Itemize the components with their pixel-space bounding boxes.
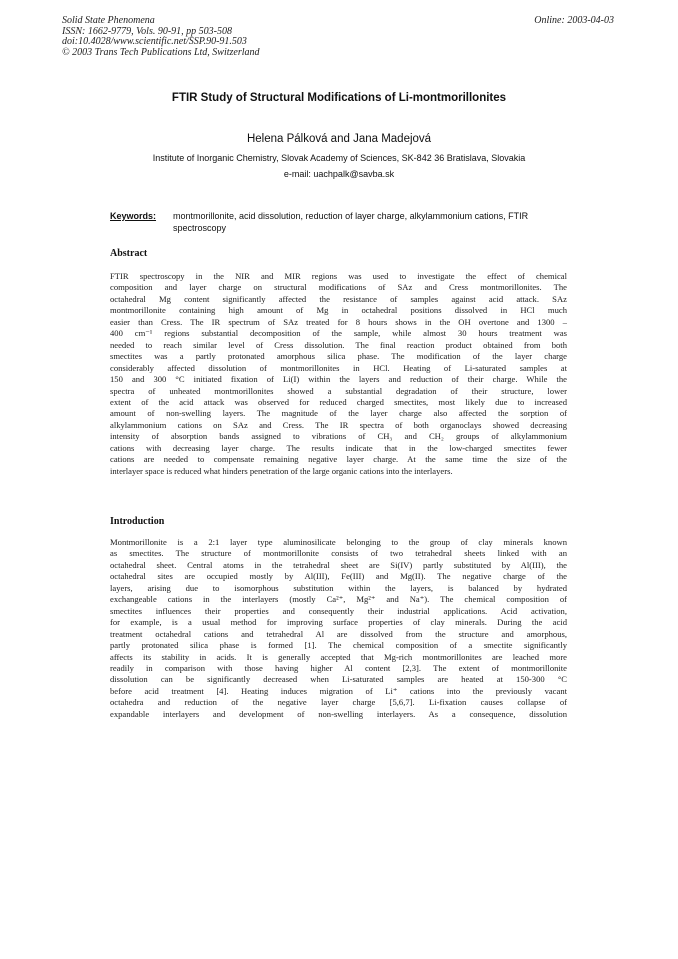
abstract-line: FTIR spectroscopy in the NIR and MIR regions was used to investigate the effect of chemical: [110, 271, 567, 281]
keywords-label: Keywords:: [110, 211, 157, 221]
introduction-line: octahedral sheet. Central atoms in the tetrahedral sheet are Si(IV) partly substituted by Al(III), the: [110, 559, 567, 570]
abstract-line: considerably affected dissolution of montmorillonites in HCl. Heating of Li-saturated samples at: [110, 362, 567, 373]
journal-name: Solid State Phenomena: [62, 15, 155, 26]
abstract-line: needed to reach similar level of Cress dissolution. The final reaction product obtained from both: [110, 339, 567, 350]
introduction-line: for example, is a usual method for improving surface properties of clay minerals. During the acid: [110, 617, 567, 628]
introduction-line: partly protonated silica phase is formed [1]. The chemical composition of a smectite significantly: [110, 640, 567, 651]
abstract-line: easier than Cress. The IR spectrum of SAz treated for 8 hours shows in the OH overtone and 1300 –: [110, 316, 567, 327]
introduction-line: affects its stability in acids. It is generally accepted that Mg-rich montmorillonites are leached more: [110, 651, 567, 662]
abstract-heading: Abstract: [110, 248, 148, 259]
abstract-line: amount of non-swelling layers. The magnitude of the layer charge also affected the sorption of: [110, 408, 567, 419]
author-email: e-mail: uachpalk@savba.sk: [283, 169, 395, 179]
introduction-line: octahedral sites are occupied mostly by Al(III), Fe(III) and Mg(II). The negative charge of the: [110, 571, 567, 582]
abstract-line: octahedral Mg content significantly affected the resistance of samples against acid attack. SAz: [110, 293, 567, 304]
abstract-body: [110, 271, 567, 477]
abstract-line: intensity of absorption bands assigned to vibrations of CH₃ and CH₂ groups of alkylammonium: [110, 431, 567, 442]
introduction-body: [110, 537, 567, 720]
abstract-line: 400 cm⁻¹ regions substantial decomposition of the sample, while almost 30 hours treatment was: [110, 328, 567, 339]
doi-line: doi:10.4028/www.scientific.net/SSP.90-91.503: [62, 36, 247, 47]
copyright-line: © 2003 Trans Tech Publications Ltd, Switzerland: [62, 46, 260, 58]
journal-header: [62, 16, 260, 58]
keywords-text: montmorillonite, acid dissolution, reduction of layer charge, alkylammonium cations, FTIR spectroscopy: [173, 211, 529, 233]
introduction-line: exchangeable cations in the interlayers (mostly Ca²⁺, Mg²⁺ and Na⁺). The chemical composition of: [110, 594, 567, 605]
introduction-line: octahedra and reduction of the negative layer charge [5,6,7]. Li-fixation causes collapse of: [110, 697, 567, 708]
keywords-block: [110, 210, 565, 234]
abstract-line: smectites was a partly protonated amorphous silica phase. The modification of the layer charge: [110, 351, 567, 362]
introduction-line: expandable interlayers and development of non-swelling interlayers. As a consequence, dissolution: [110, 708, 567, 719]
abstract-line: spectra of unheated montmorillonites showed a substantial degradation of their structure, lower: [110, 385, 567, 396]
affiliation: Institute of Inorganic Chemistry, Slovak Academy of Sciences, SK-842 36 Bratislava, Slovakia: [152, 153, 526, 163]
issn-line: ISSN: 1662-9779, Vols. 90-91, pp 503-508: [62, 25, 232, 37]
introduction-heading: Introduction: [110, 516, 165, 527]
abstract-line: interlayer space is reduced what hinders penetration of the large organic cations into the interlayers.: [110, 465, 453, 476]
abstract-line: cations are needed to compensate remaining negative layer charge. At the same time the size of the: [110, 454, 567, 465]
abstract-line: alkylammonium cations on SAz and Cress. The IR spectra of both organoclays showed decreasing: [110, 419, 567, 430]
introduction-line: Montmorillonite is a 2:1 layer type aluminosilicate belonging to the group of clay minerals known: [110, 537, 567, 547]
paper-title: FTIR Study of Structural Modifications of Li-montmorillonites: [171, 92, 507, 104]
abstract-line: composition and layer charge on structural modifications of SAz and Cress montmorillonites. The: [110, 282, 567, 293]
abstract-line: cations with decreasing layer charge. The results indicate that in the low-charged smectites fewer: [110, 442, 567, 453]
introduction-line: before acid treatment [4]. Heating induces migration of Li⁺ cations into the previously vacant: [110, 685, 567, 696]
authors: Helena Pálková and Jana Madejová: [246, 133, 432, 145]
introduction-line: dissolution can be significantly decreased when Li-saturated samples are heated at 150-300 °C: [110, 674, 567, 685]
abstract-line: 150 and 300 °C initiated fixation of Li(I) within the layers and reduction of their charge. While the: [110, 374, 567, 385]
introduction-line: readily in comparison with those having higher Al content [2,3]. The extent of montmorillonite: [110, 662, 567, 673]
introduction-line: smectites influences their properties and consequently their industrial applications. Acid activation,: [110, 605, 567, 616]
introduction-line: layers, arising due to isomorphous substitution within the layers, is balanced by hydrated: [110, 582, 567, 593]
online-date: Online: 2003-04-03: [534, 15, 614, 26]
abstract-line: extent of the acid attack was observed for reduced charged smectites, most likely due to increased: [110, 396, 567, 407]
abstract-line: montmorillonite containing high amount of Mg in octahedral positions dissolved in HCl much: [110, 305, 567, 316]
introduction-line: treatment octahedral cations and tetrahedral Al are dissolved from the structure and amorphous,: [110, 628, 567, 639]
introduction-line: as smectites. The structure of montmorillonite consists of two tetrahedral sheets linked with an: [110, 548, 567, 559]
